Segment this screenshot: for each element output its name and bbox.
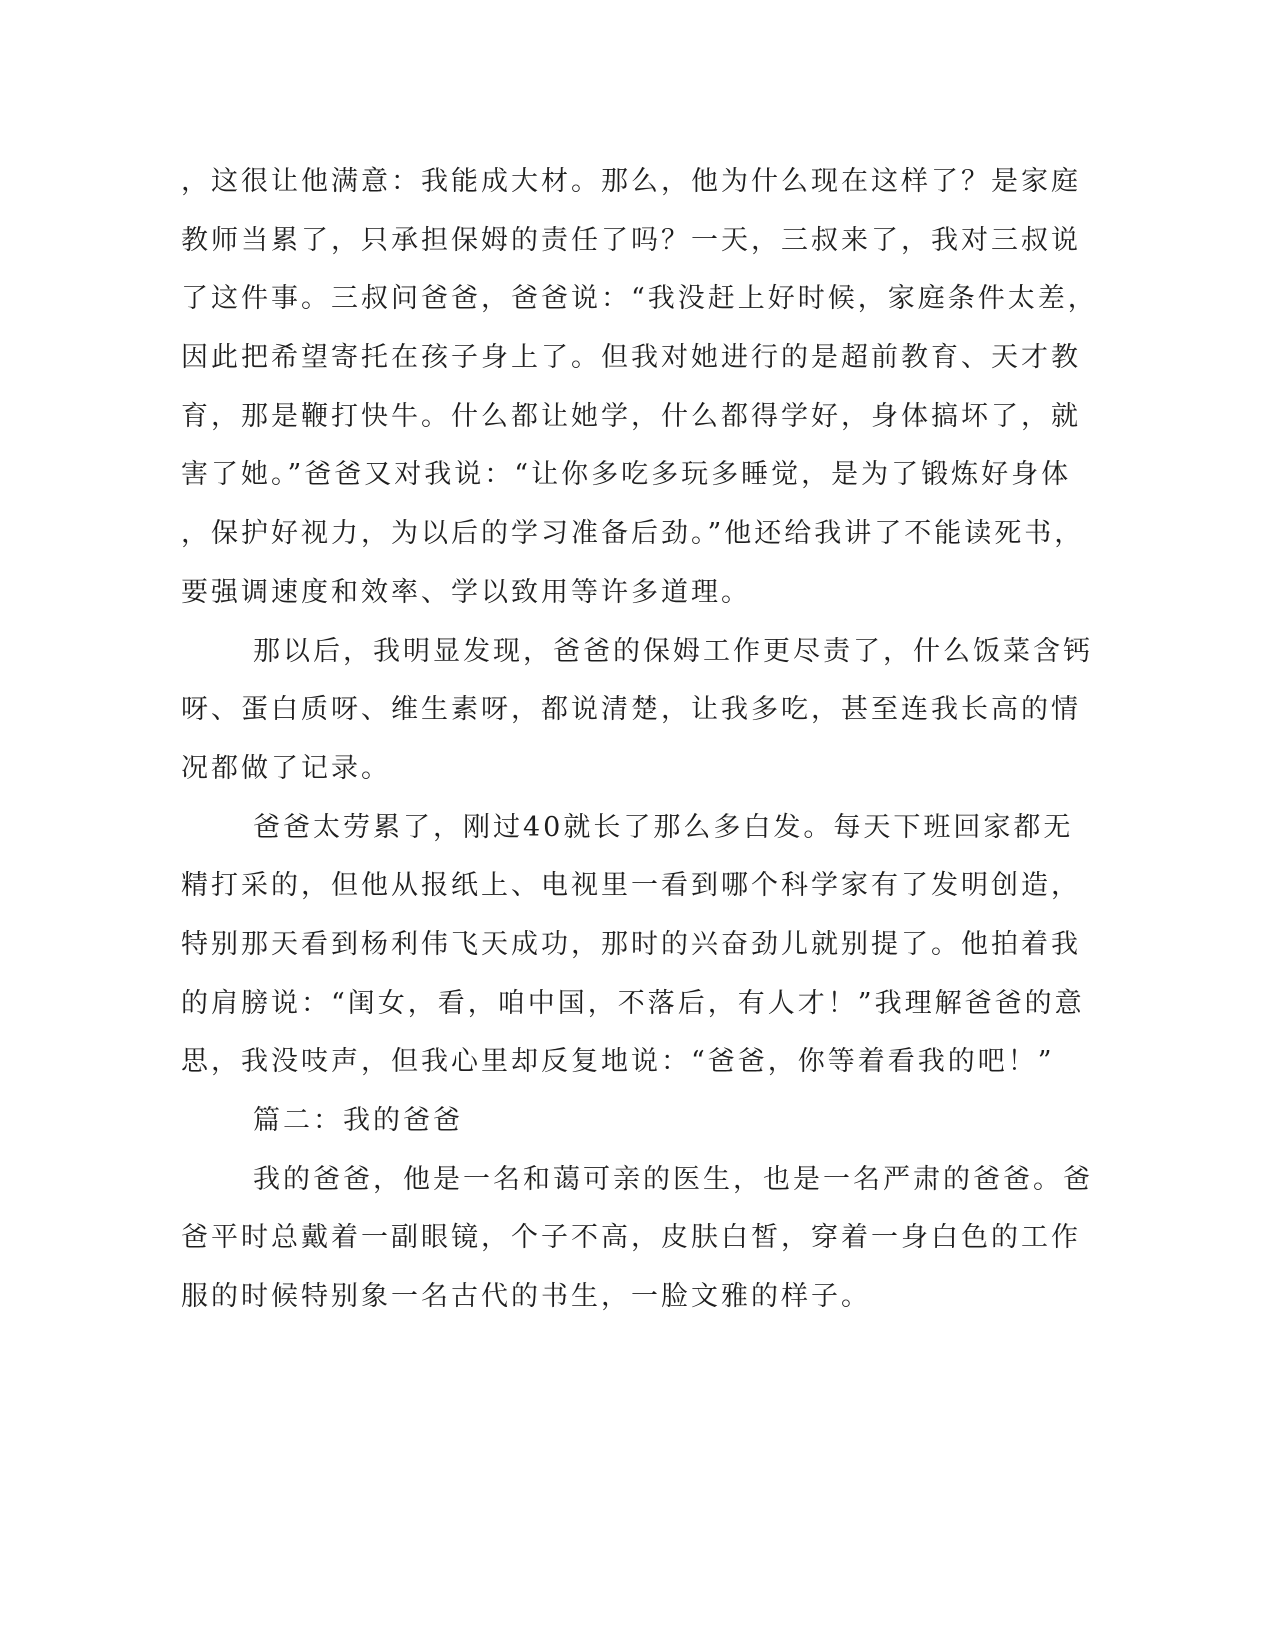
text-line: ，这很让他满意：我能成大材。那么，他为什么现在这样了？是家庭 <box>181 166 1081 197</box>
text-line: 特别那天看到杨利伟飞天成功，那时的兴奋劲儿就别提了。他拍着我 <box>181 928 1081 960</box>
text-line: 况都做了记录。 <box>181 752 391 784</box>
text-line: 了这件事。三叔问爸爸，爸爸说：“我没赶上好时候，家庭条件太差， <box>181 283 1098 315</box>
text-line: 因此把希望寄托在孩子身上了。但我对她进行的是超前教育、天才教 <box>181 342 1081 374</box>
text-line: 害了她。”爸爸又对我说：“让你多吃多玩多睡觉，是为了锻炼好身体 <box>181 459 1072 491</box>
text-line: 爸爸太劳累了，刚过40就长了那么多白发。每天下班回家都无 <box>253 811 1074 843</box>
text-line: 的肩膀说：“闺女，看，咱中国，不落后，有人才！”我理解爸爸的意 <box>181 987 1085 1019</box>
text-line: 教师当累了，只承担保姆的责任了吗？一天，三叔来了，我对三叔说 <box>181 224 1081 256</box>
section-heading: 篇二：我的爸爸 <box>253 1105 463 1136</box>
text-line: 思，我没吱声，但我心里却反复地说：“爸爸，你等着看我的吧！” <box>181 1046 1055 1078</box>
body-text <box>181 153 1098 1327</box>
text-line: 精打采的，但他从报纸上、电视里一看到哪个科学家有了发明创造， <box>181 870 1081 902</box>
text-line: 呀、蛋白质呀、维生素呀，都说清楚，让我多吃，甚至连我长高的情 <box>181 694 1081 726</box>
text-line: ，保护好视力，为以后的学习准备后劲。”他还给我讲了不能读死书， <box>181 518 1085 550</box>
text-line: 服的时候特别象一名古代的书生，一脸文雅的样子。 <box>181 1281 871 1313</box>
text-line: 要强调速度和效率、学以致用等许多道理。 <box>181 576 751 608</box>
text-line: 育，那是鞭打快牛。什么都让她学，什么都得学好，身体搞坏了，就 <box>181 400 1081 432</box>
text-line: 爸平时总戴着一副眼镜，个子不高，皮肤白皙，穿着一身白色的工作 <box>181 1222 1081 1254</box>
text-line: 我的爸爸，他是一名和蔼可亲的医生，也是一名严肃的爸爸。爸 <box>253 1163 1093 1195</box>
text-line: 那以后，我明显发现，爸爸的保姆工作更尽责了，什么饭菜含钙 <box>253 635 1093 667</box>
